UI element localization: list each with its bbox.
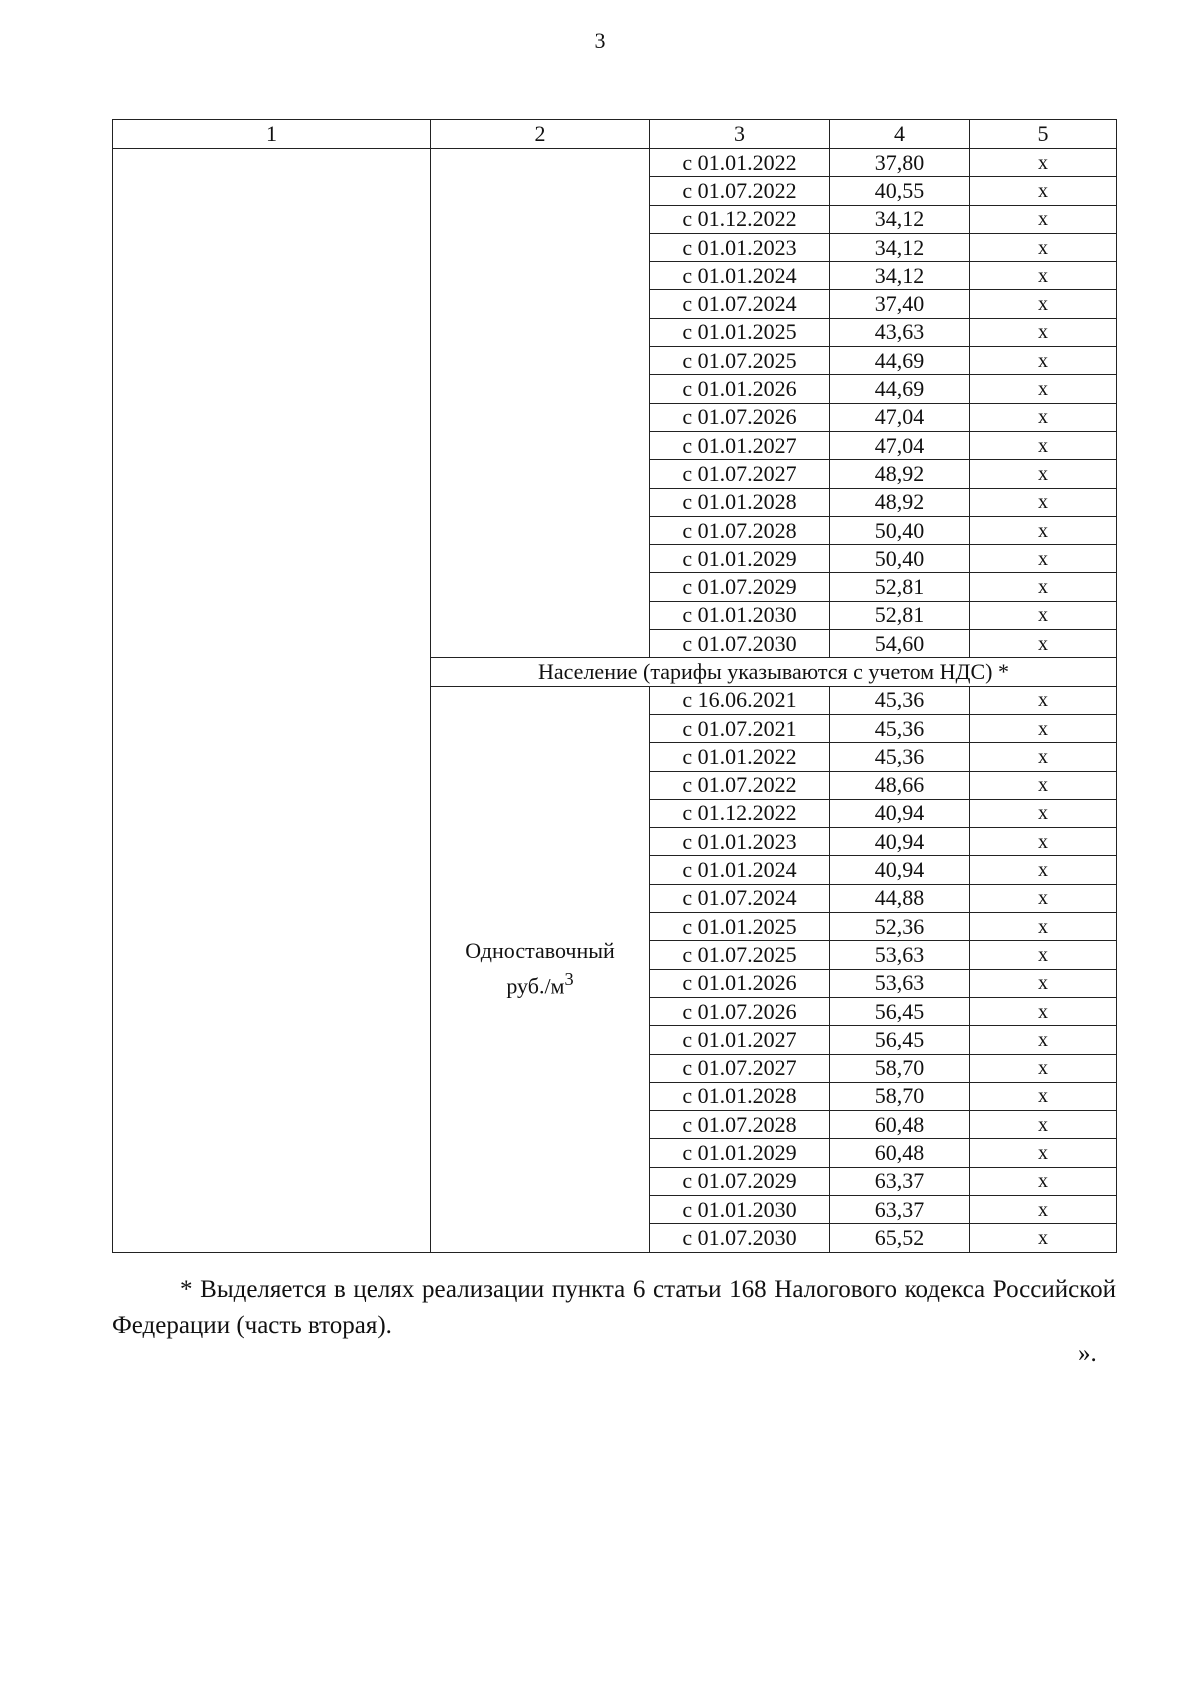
date-cell: с 01.01.2025 xyxy=(650,913,830,941)
mark-cell: х xyxy=(970,290,1117,318)
value-cell: 65,52 xyxy=(830,1224,970,1252)
rate-type-unit: руб./м xyxy=(506,973,565,999)
column-header: 5 xyxy=(970,120,1117,149)
date-cell: с 01.07.2022 xyxy=(650,771,830,799)
date-cell: с 01.07.2024 xyxy=(650,290,830,318)
value-cell: 40,94 xyxy=(830,799,970,827)
date-cell: с 01.01.2027 xyxy=(650,431,830,459)
date-cell: с 01.07.2025 xyxy=(650,941,830,969)
mark-cell: х xyxy=(970,545,1117,573)
date-cell: с 01.01.2022 xyxy=(650,743,830,771)
mark-cell: х xyxy=(970,1195,1117,1223)
table-row xyxy=(113,149,1117,177)
value-cell: 37,40 xyxy=(830,290,970,318)
mark-cell: х xyxy=(970,630,1117,658)
value-cell: 52,81 xyxy=(830,573,970,601)
value-cell: 34,12 xyxy=(830,205,970,233)
column-header: 1 xyxy=(113,120,431,149)
mark-cell: х xyxy=(970,1224,1117,1252)
value-cell: 47,04 xyxy=(830,403,970,431)
rate-type-cell xyxy=(431,686,650,1252)
consumer-cell xyxy=(113,149,431,1253)
mark-cell: х xyxy=(970,1111,1117,1139)
mark-cell: х xyxy=(970,516,1117,544)
section-title: Население (тарифы указываются с учетом НДС) * xyxy=(431,658,1117,686)
mark-cell: х xyxy=(970,177,1117,205)
mark-cell: х xyxy=(970,1167,1117,1195)
value-cell: 58,70 xyxy=(830,1082,970,1110)
value-cell: 34,12 xyxy=(830,233,970,261)
value-cell: 53,63 xyxy=(830,969,970,997)
mark-cell: х xyxy=(970,318,1117,346)
mark-cell: х xyxy=(970,460,1117,488)
value-cell: 48,92 xyxy=(830,488,970,516)
date-cell: с 01.07.2030 xyxy=(650,1224,830,1252)
value-cell: 50,40 xyxy=(830,545,970,573)
date-cell: с 01.01.2023 xyxy=(650,828,830,856)
date-cell: с 01.07.2026 xyxy=(650,997,830,1025)
mark-cell: х xyxy=(970,856,1117,884)
mark-cell: х xyxy=(970,997,1117,1025)
date-cell: с 01.01.2025 xyxy=(650,318,830,346)
value-cell: 56,45 xyxy=(830,1026,970,1054)
date-cell: с 01.07.2028 xyxy=(650,1111,830,1139)
mark-cell: х xyxy=(970,714,1117,742)
mark-cell: х xyxy=(970,969,1117,997)
date-cell: с 01.07.2026 xyxy=(650,403,830,431)
date-cell: с 01.12.2022 xyxy=(650,205,830,233)
date-cell: с 01.07.2027 xyxy=(650,460,830,488)
date-cell: с 01.01.2028 xyxy=(650,488,830,516)
mark-cell: х xyxy=(970,1054,1117,1082)
value-cell: 45,36 xyxy=(830,686,970,714)
value-cell: 60,48 xyxy=(830,1139,970,1167)
date-cell: с 01.07.2021 xyxy=(650,714,830,742)
value-cell: 48,92 xyxy=(830,460,970,488)
date-cell: с 01.01.2022 xyxy=(650,149,830,177)
rate-type-line1: Одноставочный xyxy=(465,938,615,964)
date-cell: с 01.01.2030 xyxy=(650,601,830,629)
mark-cell: х xyxy=(970,262,1117,290)
value-cell: 48,66 xyxy=(830,771,970,799)
value-cell: 58,70 xyxy=(830,1054,970,1082)
value-cell: 63,37 xyxy=(830,1195,970,1223)
date-cell: с 01.01.2029 xyxy=(650,1139,830,1167)
value-cell: 53,63 xyxy=(830,941,970,969)
page-number: 3 xyxy=(594,28,606,53)
value-cell: 40,55 xyxy=(830,177,970,205)
mark-cell: х xyxy=(970,799,1117,827)
mark-cell: х xyxy=(970,233,1117,261)
mark-cell: х xyxy=(970,913,1117,941)
mark-cell: х xyxy=(970,941,1117,969)
value-cell: 50,40 xyxy=(830,516,970,544)
mark-cell: х xyxy=(970,601,1117,629)
mark-cell: х xyxy=(970,403,1117,431)
mark-cell: х xyxy=(970,573,1117,601)
value-cell: 56,45 xyxy=(830,997,970,1025)
column-header: 4 xyxy=(830,120,970,149)
value-cell: 37,80 xyxy=(830,149,970,177)
footnote: * Выделяется в целях реализации пункта 6 статьи 168 Налогового кодекса Российской Федерации (часть вторая). xyxy=(112,1276,1116,1339)
date-cell: с 01.01.2030 xyxy=(650,1195,830,1223)
value-cell: 40,94 xyxy=(830,856,970,884)
value-cell: 47,04 xyxy=(830,431,970,459)
value-cell: 52,81 xyxy=(830,601,970,629)
mark-cell: х xyxy=(970,375,1117,403)
value-cell: 63,37 xyxy=(830,1167,970,1195)
mark-cell: х xyxy=(970,828,1117,856)
date-cell: с 01.01.2027 xyxy=(650,1026,830,1054)
date-cell: с 01.01.2024 xyxy=(650,262,830,290)
value-cell: 40,94 xyxy=(830,828,970,856)
date-cell: с 01.07.2029 xyxy=(650,573,830,601)
date-cell: с 01.01.2026 xyxy=(650,375,830,403)
date-cell: с 16.06.2021 xyxy=(650,686,830,714)
date-cell: с 01.01.2023 xyxy=(650,233,830,261)
unit-superscript: 3 xyxy=(564,969,574,990)
mark-cell: х xyxy=(970,347,1117,375)
mark-cell: х xyxy=(970,884,1117,912)
date-cell: с 01.07.2027 xyxy=(650,1054,830,1082)
date-cell: с 01.07.2022 xyxy=(650,177,830,205)
value-cell: 45,36 xyxy=(830,743,970,771)
date-cell: с 01.07.2024 xyxy=(650,884,830,912)
mark-cell: х xyxy=(970,431,1117,459)
rate-type-label xyxy=(465,937,615,1000)
tariff-table xyxy=(112,119,1117,1253)
mark-cell: х xyxy=(970,686,1117,714)
value-cell: 45,36 xyxy=(830,714,970,742)
value-cell: 52,36 xyxy=(830,913,970,941)
mark-cell: х xyxy=(970,488,1117,516)
column-header: 2 xyxy=(431,120,650,149)
date-cell: с 01.01.2026 xyxy=(650,969,830,997)
mark-cell: х xyxy=(970,1082,1117,1110)
value-cell: 44,69 xyxy=(830,347,970,375)
date-cell: с 01.07.2025 xyxy=(650,347,830,375)
mark-cell: х xyxy=(970,771,1117,799)
value-cell: 34,12 xyxy=(830,262,970,290)
mark-cell: х xyxy=(970,205,1117,233)
header-row xyxy=(113,120,1117,149)
date-cell: с 01.12.2022 xyxy=(650,799,830,827)
date-cell: с 01.07.2028 xyxy=(650,516,830,544)
date-cell: с 01.01.2024 xyxy=(650,856,830,884)
rate-type-cell xyxy=(431,149,650,658)
mark-cell: х xyxy=(970,1026,1117,1054)
date-cell: с 01.01.2029 xyxy=(650,545,830,573)
mark-cell: х xyxy=(970,149,1117,177)
value-cell: 44,88 xyxy=(830,884,970,912)
value-cell: 54,60 xyxy=(830,630,970,658)
mark-cell: х xyxy=(970,743,1117,771)
closing-quote: ». xyxy=(1078,1340,1097,1367)
date-cell: с 01.07.2029 xyxy=(650,1167,830,1195)
mark-cell: х xyxy=(970,1139,1117,1167)
value-cell: 43,63 xyxy=(830,318,970,346)
date-cell: с 01.01.2028 xyxy=(650,1082,830,1110)
value-cell: 44,69 xyxy=(830,375,970,403)
date-cell: с 01.07.2030 xyxy=(650,630,830,658)
column-header: 3 xyxy=(650,120,830,149)
value-cell: 60,48 xyxy=(830,1111,970,1139)
